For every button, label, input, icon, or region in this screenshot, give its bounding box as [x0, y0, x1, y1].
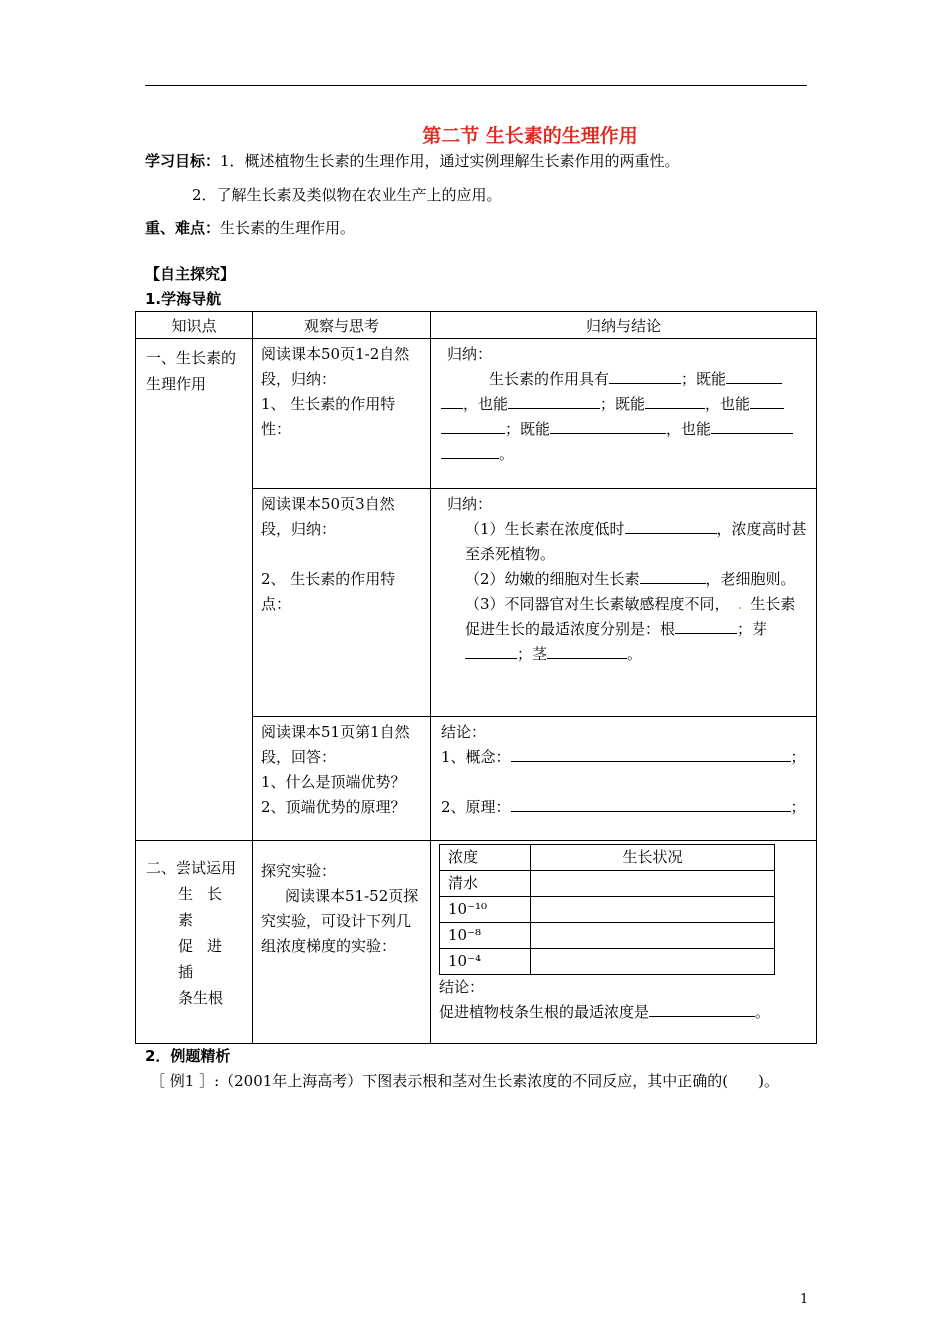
answer-blank[interactable]	[640, 568, 706, 584]
answer-blank[interactable]	[441, 418, 505, 434]
knowledge-point-1: 一、生长素的生理作用	[136, 339, 253, 841]
observe-cell: 阅读课本50页3自然段，归纳： 2、 生长素的作用特点：	[253, 489, 431, 717]
header-cell: 观察与思考	[253, 312, 431, 339]
answer-blank[interactable]	[508, 393, 600, 409]
table-header-row	[136, 312, 817, 339]
table-row	[136, 339, 817, 489]
key-points-line	[145, 218, 355, 238]
goals-item-1: 1．概述植物生长素的生理作用，通过实例理解生长素作用的两重性。	[220, 152, 680, 170]
key-label: 重、难点：	[145, 219, 221, 237]
section-header: 【自主探究】	[145, 265, 236, 283]
answer-blank[interactable]	[750, 393, 784, 409]
answer-blank[interactable]	[675, 618, 737, 634]
subsection-2: 2．例题精析	[145, 1047, 231, 1065]
inner-row: 10⁻⁸	[440, 923, 775, 949]
table-row	[136, 841, 817, 1044]
answer-blank[interactable]	[465, 643, 517, 659]
example-question: ［ 例1 ］:（2001年上海高考）下图表示根和茎对生长素浓度的不同反应，其中正确的( )。	[150, 1072, 780, 1090]
observe-cell: 探究实验： 阅读课本51-52页探究实验，可设计下列几组浓度梯度的实验：	[253, 841, 431, 1044]
answer-blank[interactable]	[609, 368, 681, 384]
answer-blank[interactable]	[711, 418, 793, 434]
goals-line-1	[145, 151, 680, 171]
answer-blank[interactable]	[649, 1001, 755, 1017]
inner-row: 10⁻¹⁰	[440, 897, 775, 923]
answer-blank[interactable]	[441, 443, 499, 459]
conclusion-cell: 结论： 1、概念： ； 2、原理： ；	[431, 717, 817, 841]
answer-blank[interactable]	[441, 393, 463, 409]
growth-status-cell[interactable]	[531, 923, 775, 949]
answer-blank[interactable]	[547, 643, 627, 659]
growth-status-cell[interactable]	[531, 871, 775, 897]
answer-blank[interactable]	[550, 418, 666, 434]
answer-blank[interactable]	[726, 368, 782, 384]
conclusion-cell: 归纳： （1）生长素在浓度低时 ，浓度高时甚至杀死植物。 （2）幼嫩的细胞对生长素 ，老细胞则。 （3）不同器官对生长素敏感程度不同， . 生长素促进生长的最适浓度分别是：根 ；芽；茎 。	[431, 489, 817, 717]
observe-cell: 阅读课本51页第1自然段，回答： 1、什么是顶端优势？ 2、顶端优势的原理？	[253, 717, 431, 841]
goals-item-2: 2．了解生长素及类似物在农业生产上的应用。	[192, 186, 502, 204]
header-cell: 归纳与结论	[431, 312, 817, 339]
answer-blank[interactable]	[625, 518, 717, 534]
knowledge-point-2: 二、尝试运用 生长素 促进插 条生根	[136, 841, 253, 1044]
growth-status-cell[interactable]	[531, 897, 775, 923]
subsection-1: 1.学海导航	[145, 290, 222, 308]
inner-row: 清水	[440, 871, 775, 897]
conclusion-cell: 归纳： 生长素的作用具有 ；既能 ，也能 ；既能 ，也能 ；既能 ，也能 。	[431, 339, 817, 489]
page-title: 第二节 生长素的生理作用	[422, 125, 638, 147]
goals-label: 学习目标：	[145, 152, 221, 170]
key-text: 生长素的生理作用。	[220, 219, 356, 237]
answer-blank[interactable]	[511, 796, 791, 812]
header-cell: 知识点	[136, 312, 253, 339]
inner-row: 10⁻⁴	[440, 949, 775, 975]
inner-header-row: 浓度 生长状况	[440, 845, 775, 871]
page-number: 1	[800, 1292, 809, 1307]
study-table	[135, 311, 817, 1044]
observe-cell: 阅读课本50页1-2自然段，归纳： 1、 生长素的作用特性：	[253, 339, 431, 489]
header-rule	[145, 85, 807, 86]
answer-blank[interactable]	[511, 746, 791, 762]
growth-status-cell[interactable]	[531, 949, 775, 975]
conclusion-cell: 浓度 生长状况 清水 10⁻¹⁰ 10⁻⁸ 10⁻⁴ 结论： 促进植物枝条生根的最适浓度是 。	[431, 841, 817, 1044]
concentration-table	[439, 844, 775, 975]
answer-blank[interactable]	[645, 393, 705, 409]
